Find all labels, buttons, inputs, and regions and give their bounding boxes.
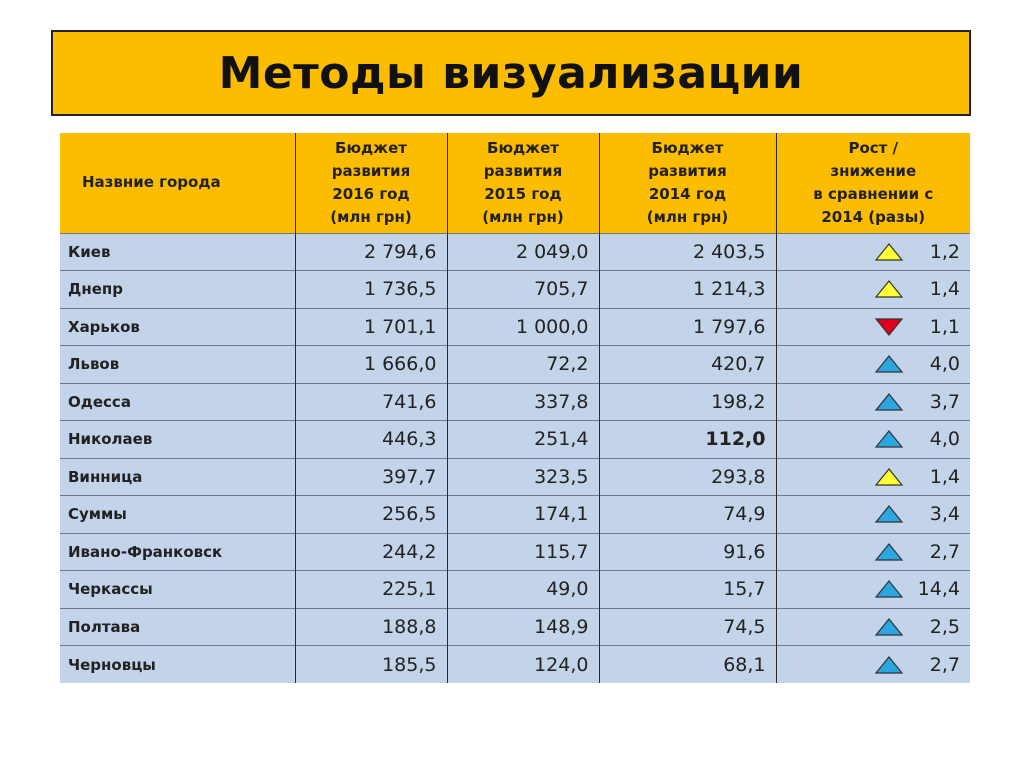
- growth-cell-content: [787, 503, 961, 525]
- budget-2015-cell: 49,0: [447, 571, 599, 609]
- growth-cell: [776, 421, 970, 459]
- table-row: [60, 458, 970, 496]
- growth-ratio: 1,1: [929, 315, 960, 338]
- growth-cell: [776, 308, 970, 346]
- budget-2015-cell: 1 000,0: [447, 308, 599, 346]
- triangle-up-icon: [874, 354, 904, 374]
- growth-cell-content: [787, 578, 961, 600]
- header-line: знижение: [830, 161, 917, 180]
- budget-2014-cell: 293,8: [599, 458, 776, 496]
- budget-2014-cell: 198,2: [599, 383, 776, 421]
- growth-ratio: 1,2: [929, 240, 960, 263]
- budget-2014-cell: 91,6: [599, 533, 776, 571]
- triangle-up-icon: [874, 655, 904, 675]
- city-name-cell: Ивано-Франковск: [60, 533, 295, 571]
- header-line: 2014 (разы): [821, 207, 926, 226]
- header-budget-2015: [447, 133, 599, 233]
- header-line: развития: [483, 161, 563, 180]
- table-row: [60, 271, 970, 309]
- header-line: 2016 год: [332, 184, 410, 203]
- city-name-cell: Днепр: [60, 271, 295, 309]
- header-line: (млн грн): [330, 207, 412, 226]
- growth-cell-content: [787, 241, 961, 263]
- page-title: Методы визуализации: [218, 47, 804, 99]
- budget-2015-cell: 124,0: [447, 646, 599, 684]
- city-name-cell: Черкассы: [60, 571, 295, 609]
- triangle-up-icon: [874, 467, 904, 487]
- triangle-up-icon: [874, 542, 904, 562]
- header-growth: [776, 133, 970, 233]
- budget-2014-cell: 1 797,6: [599, 308, 776, 346]
- budget-2016-cell: 1 736,5: [295, 271, 447, 309]
- city-name-cell: Харьков: [60, 308, 295, 346]
- city-name-cell: Винница: [60, 458, 295, 496]
- title-banner: [51, 30, 971, 116]
- growth-cell: [776, 271, 970, 309]
- table-row: [60, 421, 970, 459]
- growth-cell: [776, 233, 970, 271]
- triangle-up-icon: [874, 279, 904, 299]
- growth-cell-content: [787, 616, 961, 638]
- header-line: Бюджет: [335, 138, 407, 157]
- growth-ratio: 2,7: [929, 540, 960, 563]
- growth-ratio: 4,0: [929, 428, 960, 451]
- budget-2015-cell: 705,7: [447, 271, 599, 309]
- budget-2014-cell: 1 214,3: [599, 271, 776, 309]
- budget-2016-cell: 188,8: [295, 608, 447, 646]
- table-row: [60, 383, 970, 421]
- budget-2015-cell: 337,8: [447, 383, 599, 421]
- growth-cell-content: [787, 391, 961, 413]
- header-line: развития: [331, 161, 411, 180]
- budget-2016-cell: 244,2: [295, 533, 447, 571]
- table-row: [60, 496, 970, 534]
- budget-2016-cell: 256,5: [295, 496, 447, 534]
- header-line: (млн грн): [646, 207, 729, 226]
- growth-cell-content: [787, 428, 961, 450]
- growth-cell: [776, 608, 970, 646]
- growth-cell-content: [787, 541, 961, 563]
- budget-2015-cell: 323,5: [447, 458, 599, 496]
- growth-ratio: 2,7: [929, 653, 960, 676]
- growth-cell: [776, 458, 970, 496]
- budget-2015-cell: 148,9: [447, 608, 599, 646]
- budget-2015-cell: 174,1: [447, 496, 599, 534]
- header-line: (млн грн): [482, 207, 564, 226]
- header-line: в сравнении с: [813, 184, 934, 203]
- table-row: [60, 233, 970, 271]
- city-name-cell: Полтава: [60, 608, 295, 646]
- budget-2016-cell: 1 666,0: [295, 346, 447, 384]
- growth-cell-content: [787, 353, 961, 375]
- growth-ratio: 4,0: [929, 353, 960, 376]
- budget-2014-cell: 420,7: [599, 346, 776, 384]
- table-row: [60, 346, 970, 384]
- growth-cell-content: [787, 654, 961, 676]
- header-budget-2014: [599, 133, 776, 233]
- table-row: [60, 571, 970, 609]
- growth-cell: [776, 496, 970, 534]
- budget-2016-cell: 2 794,6: [295, 233, 447, 271]
- growth-cell: [776, 571, 970, 609]
- triangle-up-icon: [874, 242, 904, 262]
- growth-cell: [776, 346, 970, 384]
- growth-cell: [776, 646, 970, 684]
- header-line: Бюджет: [651, 138, 724, 157]
- budget-2014-cell: 15,7: [599, 571, 776, 609]
- growth-cell: [776, 383, 970, 421]
- budget-2014-cell: 2 403,5: [599, 233, 776, 271]
- city-name-cell: Черновцы: [60, 646, 295, 684]
- triangle-down-icon: [874, 317, 904, 337]
- budget-2016-cell: 397,7: [295, 458, 447, 496]
- table-header-row: [60, 133, 970, 233]
- growth-ratio: 1,4: [929, 465, 960, 488]
- growth-ratio: 1,4: [929, 278, 960, 301]
- budget-2015-cell: 251,4: [447, 421, 599, 459]
- budget-2016-cell: 1 701,1: [295, 308, 447, 346]
- header-line: Рост /: [848, 138, 899, 157]
- growth-ratio: 3,7: [929, 390, 960, 413]
- table-row: [60, 608, 970, 646]
- header-city: [60, 133, 295, 233]
- budget-2016-cell: 225,1: [295, 571, 447, 609]
- growth-ratio: 14,4: [917, 578, 960, 601]
- triangle-up-icon: [874, 429, 904, 449]
- budget-2015-cell: 2 049,0: [447, 233, 599, 271]
- triangle-up-icon: [874, 579, 904, 599]
- city-name-cell: Суммы: [60, 496, 295, 534]
- budget-table-grid: [60, 133, 970, 683]
- budget-2014-cell: 112,0: [599, 421, 776, 459]
- growth-cell-content: [787, 278, 961, 300]
- growth-cell: [776, 533, 970, 571]
- header-line: развития: [648, 161, 727, 180]
- growth-cell-content: [787, 316, 961, 338]
- city-name-cell: Николаев: [60, 421, 295, 459]
- table-row: [60, 533, 970, 571]
- city-name-cell: Одесса: [60, 383, 295, 421]
- growth-ratio: 2,5: [929, 615, 960, 638]
- budget-2014-cell: 68,1: [599, 646, 776, 684]
- growth-ratio: 3,4: [929, 503, 960, 526]
- header-line: Бюджет: [487, 138, 559, 157]
- city-name-cell: Львов: [60, 346, 295, 384]
- city-name-cell: Киев: [60, 233, 295, 271]
- header-budget-2016: [295, 133, 447, 233]
- header-city-label: Назвние города: [82, 173, 221, 192]
- budget-2016-cell: 185,5: [295, 646, 447, 684]
- budget-2016-cell: 741,6: [295, 383, 447, 421]
- budget-2015-cell: 115,7: [447, 533, 599, 571]
- triangle-up-icon: [874, 392, 904, 412]
- growth-cell-content: [787, 466, 961, 488]
- budget-2016-cell: 446,3: [295, 421, 447, 459]
- table-body: [60, 233, 970, 683]
- budget-table: [60, 133, 970, 683]
- triangle-up-icon: [874, 504, 904, 524]
- budget-2015-cell: 72,2: [447, 346, 599, 384]
- table-row: [60, 308, 970, 346]
- header-line: 2014 год: [648, 184, 727, 203]
- budget-2014-cell: 74,9: [599, 496, 776, 534]
- budget-2014-cell: 74,5: [599, 608, 776, 646]
- table-row: [60, 646, 970, 684]
- header-line: 2015 год: [484, 184, 562, 203]
- triangle-up-icon: [874, 617, 904, 637]
